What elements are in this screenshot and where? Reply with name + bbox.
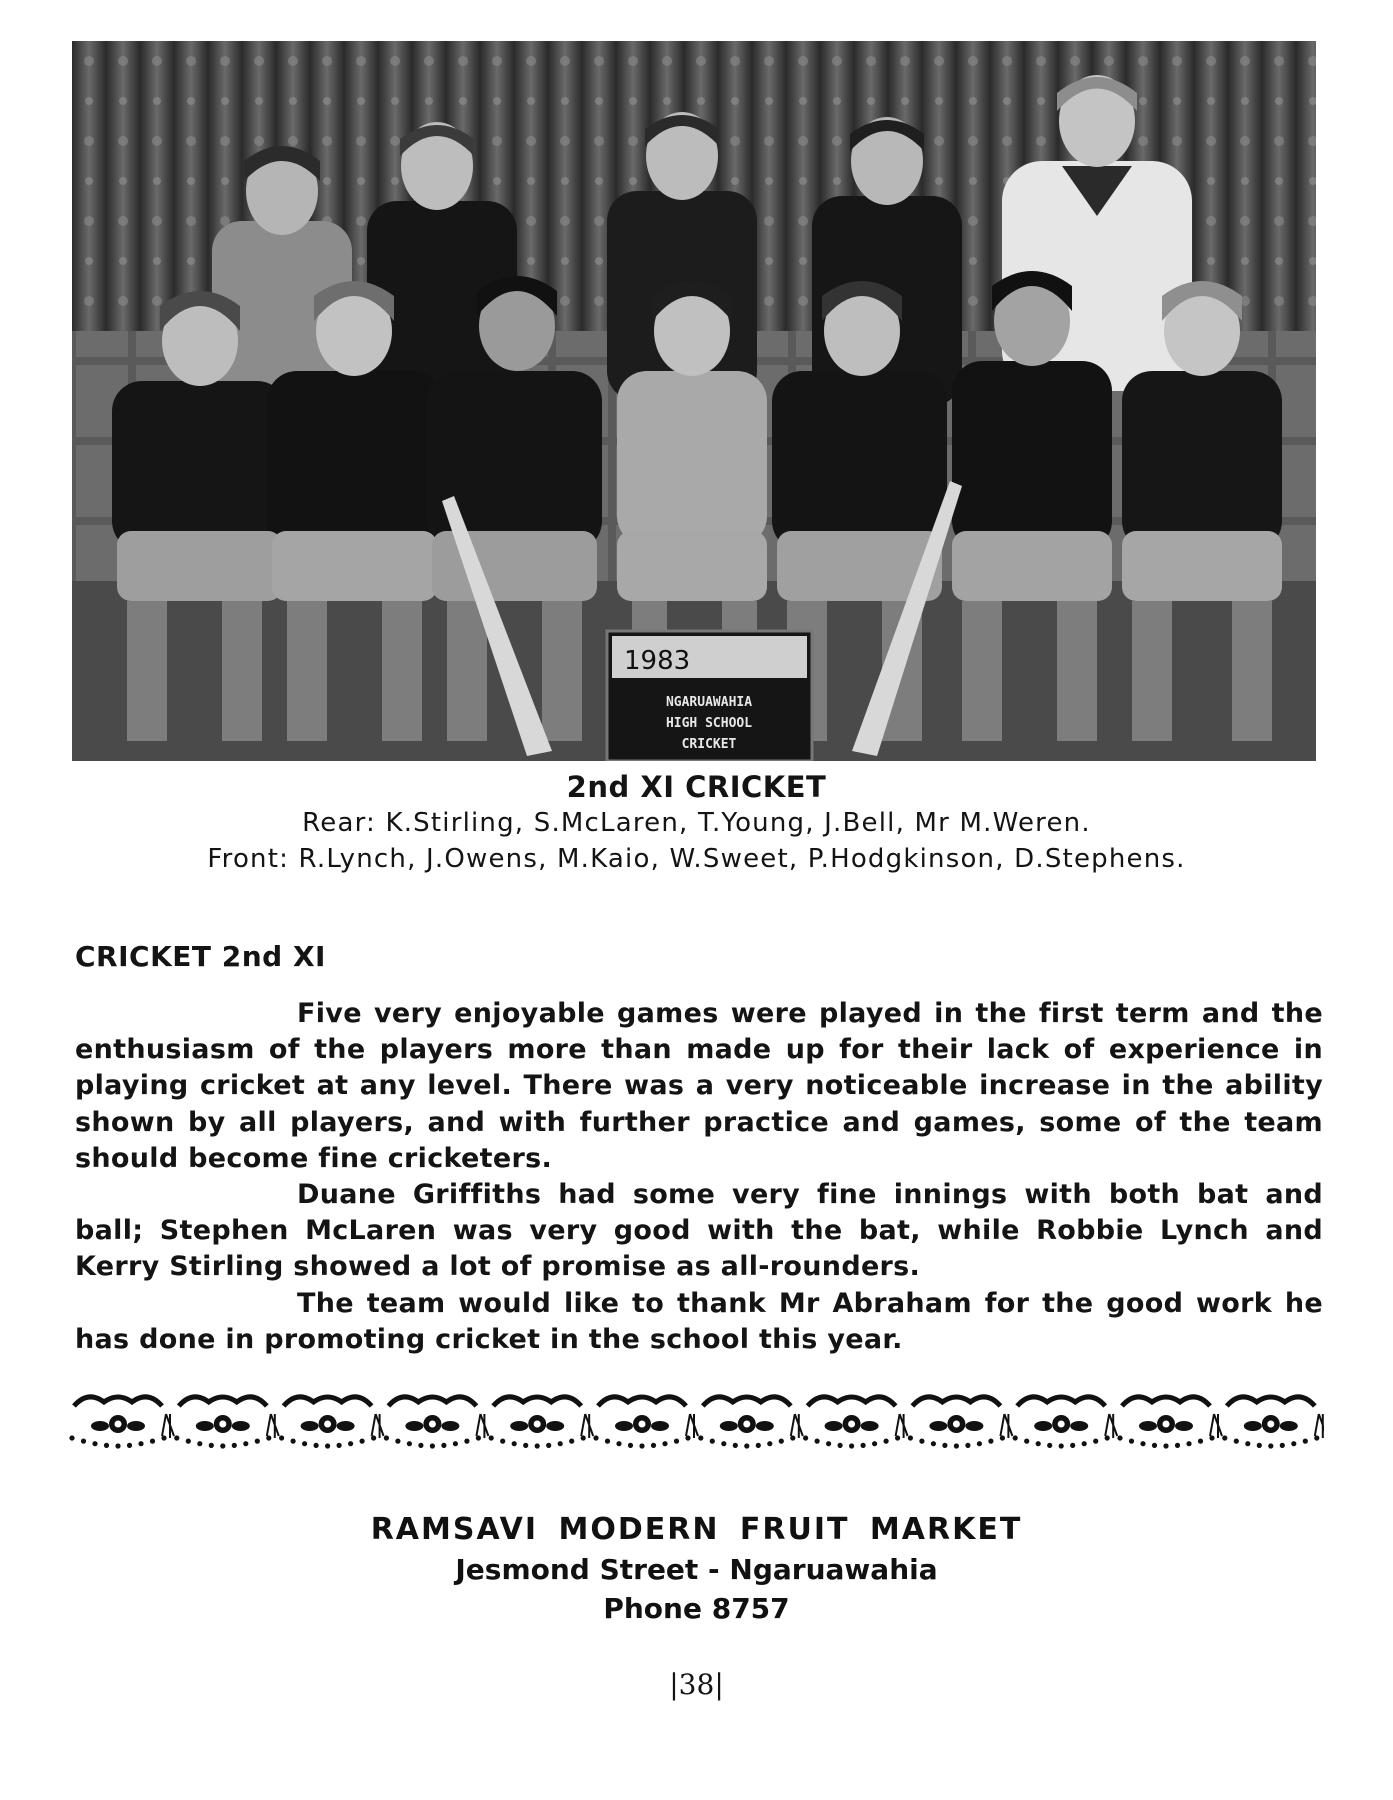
border-motif xyxy=(1117,1397,1222,1449)
photo-caption-front: Front: R.Lynch, J.Owens, M.Kaio, W.Sweet, P.Hodgkinson, D.Stephens. xyxy=(207,844,1186,874)
advertisement-phone: Phone 8757 xyxy=(603,1592,790,1625)
border-motif xyxy=(489,1397,594,1449)
border-motif xyxy=(908,1397,1013,1449)
board-line-1: NGARUAWAHIA xyxy=(665,695,753,710)
article-paragraph: Duane Griffiths had some very fine innings with both bat and ball; Stephen McLaren was very good with the bat, while Robbie Lynch and Kerry Stirling showed a lot of promise as all-rounders. xyxy=(75,1179,1323,1283)
advertisement-name: RAMSAVI MODERN FRUIT MARKET xyxy=(370,1512,1023,1547)
border-motif xyxy=(698,1397,803,1449)
border-motif xyxy=(593,1397,698,1449)
year-board xyxy=(607,631,812,761)
board-line-3: CRICKET xyxy=(681,737,737,752)
article-paragraph: The team would like to thank Mr Abraham for the good work he has done in promoting cricket in the school this year. xyxy=(75,1287,1323,1355)
team-photograph xyxy=(72,41,1316,761)
photo-caption-rear: Rear: K.Stirling, S.McLaren, T.Young, J.Bell, Mr M.Weren. xyxy=(302,808,1091,838)
border-motif xyxy=(384,1397,489,1449)
team-photograph-drawing xyxy=(72,41,1316,761)
article-paragraph: Five very enjoyable games were played in the first term and the enthusiasm of the players more than made up for their lack of experience in playing cricket at any level. There was a very noticeable increase in the ability shown by all players, and with further practice and games, some of the team should become fine cricketers. xyxy=(75,998,1323,1174)
page-number: |38| xyxy=(669,1668,724,1701)
board-line-2: HIGH SCHOOL xyxy=(665,716,753,731)
border-motif xyxy=(174,1397,279,1449)
photo-caption-title: 2nd XI CRICKET xyxy=(566,770,827,804)
border-motif xyxy=(69,1397,174,1449)
article-heading: CRICKET 2nd XI xyxy=(75,940,326,973)
border-motif xyxy=(1013,1397,1118,1449)
decorative-border xyxy=(66,1388,1324,1450)
board-year: 1983 xyxy=(624,646,691,676)
border-motif xyxy=(1222,1397,1324,1449)
border-motif xyxy=(803,1397,908,1449)
article-body xyxy=(75,996,1323,1358)
advertisement-address: Jesmond Street - Ngaruawahia xyxy=(455,1553,938,1586)
border-motif xyxy=(279,1397,384,1449)
